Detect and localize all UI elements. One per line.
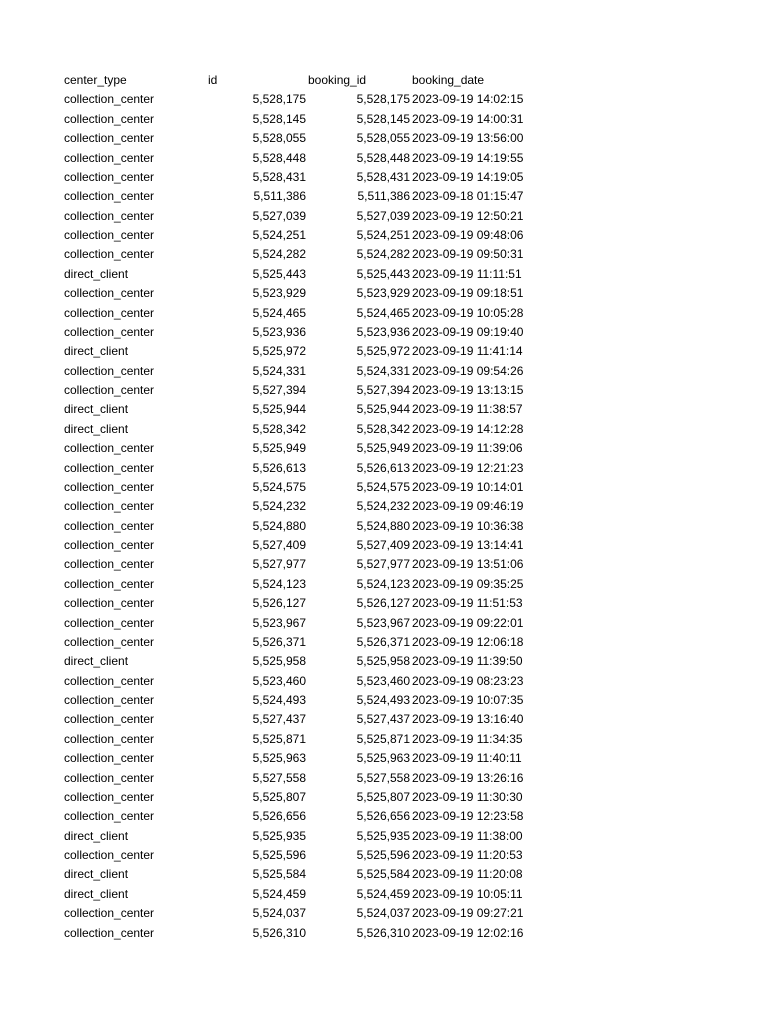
center-type-cell[interactable]: collection_center — [64, 92, 155, 107]
booking-id-cell[interactable]: 5,524,123 — [356, 576, 410, 591]
id-cell[interactable]: 5,524,251 — [252, 228, 306, 242]
center-type-cell[interactable]: collection_center — [64, 169, 155, 184]
center-type-cell[interactable]: direct_client — [64, 421, 129, 436]
booking-date-cell[interactable]: 2023-09-19 13:14:41 — [412, 538, 524, 552]
booking-id-cell[interactable]: 5,526,656 — [356, 809, 410, 824]
booking-id-cell[interactable]: 5,524,493 — [356, 693, 410, 707]
booking-id-cell[interactable]: 5,525,944 — [356, 402, 410, 417]
center-type-cell[interactable]: collection_center — [64, 441, 155, 456]
id-cell[interactable]: 5,527,409 — [252, 538, 306, 552]
booking-date-cell[interactable]: 2023-09-19 11:34:35 — [412, 731, 523, 746]
booking-date-cell[interactable]: 2023-09-19 14:12:28 — [412, 421, 524, 436]
id-cell[interactable]: 5,524,037 — [252, 906, 306, 921]
center-type-cell[interactable]: collection_center — [64, 751, 155, 766]
booking-date-cell[interactable]: 2023-09-19 14:19:05 — [412, 169, 524, 184]
booking-date-cell[interactable]: 2023-09-19 14:19:55 — [412, 150, 524, 165]
booking-date-cell[interactable]: 2023-09-19 10:05:11 — [412, 886, 523, 901]
id-cell[interactable]: 5,528,342 — [252, 421, 306, 436]
center-type-cell[interactable]: collection_center — [64, 770, 155, 785]
id-cell[interactable]: 5,526,656 — [252, 809, 306, 824]
booking-date-cell[interactable]: 2023-09-19 14:02:15 — [412, 92, 524, 107]
center-type-cell[interactable]: direct_client — [64, 266, 129, 281]
booking-date-cell[interactable]: 2023-09-19 12:50:21 — [412, 208, 524, 223]
booking-id-cell[interactable]: 5,524,251 — [356, 228, 410, 242]
booking-date-cell[interactable]: 2023-09-19 09:22:01 — [412, 615, 524, 630]
id-cell[interactable]: 5,527,977 — [252, 557, 306, 572]
booking-date-cell[interactable]: 2023-09-19 09:48:06 — [412, 228, 524, 242]
center-type-cell[interactable]: collection_center — [64, 538, 155, 552]
booking-id-cell[interactable]: 5,527,039 — [356, 208, 410, 223]
booking-id-cell[interactable]: 5,526,613 — [356, 460, 410, 475]
booking-date-cell[interactable]: 2023-09-19 09:27:21 — [412, 906, 524, 921]
id-cell[interactable]: 5,525,949 — [252, 441, 306, 456]
header-booking-date[interactable]: booking_date — [412, 73, 485, 87]
booking-id-cell[interactable]: 5,528,448 — [356, 150, 410, 165]
booking-id-cell[interactable]: 5,525,443 — [356, 266, 410, 281]
id-cell[interactable]: 5,526,127 — [252, 596, 306, 611]
id-cell[interactable]: 5,525,958 — [252, 654, 306, 669]
center-type-cell[interactable]: collection_center — [64, 189, 155, 204]
booking-id-cell[interactable]: 5,523,936 — [356, 324, 410, 339]
center-type-cell[interactable]: collection_center — [64, 906, 155, 921]
id-cell[interactable]: 5,523,967 — [252, 615, 306, 630]
center-type-cell[interactable]: collection_center — [64, 557, 155, 572]
booking-date-cell[interactable]: 2023-09-19 10:36:38 — [412, 518, 524, 533]
id-cell[interactable]: 5,526,310 — [252, 925, 306, 940]
booking-id-cell[interactable]: 5,523,929 — [356, 286, 410, 301]
center-type-cell[interactable]: collection_center — [64, 576, 155, 591]
booking-id-cell[interactable]: 5,527,977 — [356, 557, 410, 572]
booking-date-cell[interactable]: 2023-09-19 11:38:00 — [412, 828, 523, 843]
id-cell[interactable]: 5,524,232 — [252, 499, 306, 514]
center-type-cell[interactable]: collection_center — [64, 596, 155, 611]
booking-date-cell[interactable]: 2023-09-19 13:13:15 — [412, 383, 524, 397]
booking-date-cell[interactable]: 2023-09-19 11:40:11 — [412, 751, 522, 766]
header-id[interactable]: id — [208, 73, 218, 87]
booking-id-cell[interactable]: 5,528,055 — [356, 131, 410, 146]
booking-id-cell[interactable]: 5,528,145 — [356, 111, 410, 126]
id-cell[interactable]: 5,527,437 — [252, 712, 306, 727]
id-cell[interactable]: 5,528,448 — [252, 150, 306, 165]
id-cell[interactable]: 5,524,282 — [252, 247, 306, 262]
booking-id-cell[interactable]: 5,524,459 — [356, 886, 410, 901]
id-cell[interactable]: 5,527,039 — [252, 208, 306, 223]
id-cell[interactable]: 5,525,596 — [252, 848, 306, 862]
id-cell[interactable]: 5,511,386 — [253, 189, 306, 204]
booking-id-cell[interactable]: 5,525,949 — [356, 441, 410, 456]
booking-date-cell[interactable]: 2023-09-19 11:20:53 — [412, 848, 523, 862]
id-cell[interactable]: 5,525,935 — [252, 828, 306, 843]
id-cell[interactable]: 5,527,394 — [252, 383, 306, 397]
center-type-cell[interactable]: collection_center — [64, 305, 155, 320]
id-cell[interactable]: 5,524,575 — [252, 479, 306, 494]
id-cell[interactable]: 5,524,465 — [252, 305, 306, 320]
booking-id-cell[interactable]: 5,524,331 — [356, 363, 410, 378]
id-cell[interactable]: 5,525,944 — [252, 402, 306, 417]
booking-id-cell[interactable]: 5,525,584 — [356, 867, 410, 882]
center-type-cell[interactable]: direct_client — [64, 402, 129, 417]
id-cell[interactable]: 5,525,807 — [252, 789, 306, 804]
booking-date-cell[interactable]: 2023-09-19 08:23:23 — [412, 673, 524, 688]
center-type-cell[interactable]: collection_center — [64, 673, 155, 688]
booking-id-cell[interactable]: 5,524,232 — [356, 499, 410, 514]
booking-date-cell[interactable]: 2023-09-19 11:20:08 — [412, 867, 523, 882]
booking-id-cell[interactable]: 5,528,342 — [356, 421, 410, 436]
booking-date-cell[interactable]: 2023-09-19 11:39:06 — [412, 441, 523, 456]
booking-date-cell[interactable]: 2023-09-19 09:50:31 — [412, 247, 524, 262]
booking-id-cell[interactable]: 5,524,465 — [356, 305, 410, 320]
booking-date-cell[interactable]: 2023-09-18 01:15:47 — [412, 189, 524, 204]
booking-id-cell[interactable]: 5,528,431 — [356, 169, 410, 184]
booking-id-cell[interactable]: 5,511,386 — [357, 189, 410, 204]
booking-date-cell[interactable]: 2023-09-19 09:35:25 — [412, 576, 524, 591]
center-type-cell[interactable]: collection_center — [64, 479, 155, 494]
booking-id-cell[interactable]: 5,527,437 — [356, 712, 410, 727]
booking-id-cell[interactable]: 5,523,967 — [356, 615, 410, 630]
center-type-cell[interactable]: collection_center — [64, 131, 155, 146]
booking-id-cell[interactable]: 5,527,409 — [356, 538, 410, 552]
booking-date-cell[interactable]: 2023-09-19 12:23:58 — [412, 809, 524, 824]
booking-id-cell[interactable]: 5,526,371 — [356, 634, 410, 649]
booking-id-cell[interactable]: 5,523,460 — [356, 673, 410, 688]
booking-id-cell[interactable]: 5,525,935 — [356, 828, 410, 843]
booking-date-cell[interactable]: 2023-09-19 09:19:40 — [412, 324, 524, 339]
booking-date-cell[interactable]: 2023-09-19 11:51:53 — [412, 596, 523, 611]
center-type-cell[interactable]: collection_center — [64, 111, 155, 126]
center-type-cell[interactable]: collection_center — [64, 615, 155, 630]
center-type-cell[interactable]: collection_center — [64, 499, 155, 514]
id-cell[interactable]: 5,526,371 — [252, 634, 306, 649]
center-type-cell[interactable]: collection_center — [64, 809, 155, 824]
booking-date-cell[interactable]: 2023-09-19 10:05:28 — [412, 305, 524, 320]
center-type-cell[interactable]: collection_center — [64, 286, 155, 301]
booking-id-cell[interactable]: 5,525,963 — [356, 751, 410, 766]
center-type-cell[interactable]: collection_center — [64, 324, 155, 339]
center-type-cell[interactable]: collection_center — [64, 848, 155, 862]
id-cell[interactable]: 5,523,460 — [252, 673, 306, 688]
center-type-cell[interactable]: collection_center — [64, 208, 155, 223]
id-cell[interactable]: 5,524,493 — [252, 693, 306, 707]
center-type-cell[interactable]: collection_center — [64, 693, 155, 707]
center-type-cell[interactable]: collection_center — [64, 731, 155, 746]
center-type-cell[interactable]: collection_center — [64, 228, 155, 242]
booking-id-cell[interactable]: 5,525,972 — [356, 344, 410, 359]
booking-id-cell[interactable]: 5,525,871 — [356, 731, 410, 746]
center-type-cell[interactable]: collection_center — [64, 518, 155, 533]
center-type-cell[interactable]: direct_client — [64, 867, 129, 882]
booking-id-cell[interactable]: 5,524,037 — [356, 906, 410, 921]
id-cell[interactable]: 5,525,871 — [252, 731, 306, 746]
center-type-cell[interactable]: collection_center — [64, 383, 155, 397]
id-cell[interactable]: 5,528,055 — [252, 131, 306, 146]
id-cell[interactable]: 5,525,443 — [252, 266, 306, 281]
header-center-type[interactable]: center_type — [64, 73, 127, 87]
booking-date-cell[interactable]: 2023-09-19 12:06:18 — [412, 634, 524, 649]
center-type-cell[interactable]: collection_center — [64, 789, 155, 804]
booking-date-cell[interactable]: 2023-09-19 11:39:50 — [412, 654, 523, 669]
id-cell[interactable]: 5,528,145 — [252, 111, 306, 126]
id-cell[interactable]: 5,523,929 — [252, 286, 306, 301]
id-cell[interactable]: 5,528,175 — [252, 92, 306, 107]
center-type-cell[interactable]: collection_center — [64, 150, 155, 165]
booking-id-cell[interactable]: 5,524,880 — [356, 518, 410, 533]
center-type-cell[interactable]: direct_client — [64, 654, 129, 669]
id-cell[interactable]: 5,524,331 — [252, 363, 306, 378]
center-type-cell[interactable]: collection_center — [64, 363, 155, 378]
id-cell[interactable]: 5,523,936 — [252, 324, 306, 339]
booking-date-cell[interactable]: 2023-09-19 11:38:57 — [412, 402, 523, 417]
booking-date-cell[interactable]: 2023-09-19 09:46:19 — [412, 499, 524, 514]
booking-date-cell[interactable]: 2023-09-19 10:14:01 — [412, 479, 524, 494]
id-cell[interactable]: 5,524,123 — [252, 576, 306, 591]
booking-date-cell[interactable]: 2023-09-19 11:30:30 — [412, 789, 523, 804]
id-cell[interactable]: 5,528,431 — [252, 169, 306, 184]
booking-id-cell[interactable]: 5,526,127 — [356, 596, 410, 611]
booking-date-cell[interactable]: 2023-09-19 13:16:40 — [412, 712, 524, 727]
booking-date-cell[interactable]: 2023-09-19 09:18:51 — [412, 286, 524, 301]
booking-id-cell[interactable]: 5,524,282 — [356, 247, 410, 262]
booking-date-cell[interactable]: 2023-09-19 09:54:26 — [412, 363, 524, 378]
booking-date-cell[interactable]: 2023-09-19 10:07:35 — [412, 693, 524, 707]
booking-date-cell[interactable]: 2023-09-19 11:11:51 — [412, 266, 522, 281]
booking-id-cell[interactable]: 5,526,310 — [356, 925, 410, 940]
booking-date-cell[interactable]: 2023-09-19 12:02:16 — [412, 925, 524, 940]
booking-date-cell[interactable]: 2023-09-19 12:21:23 — [412, 460, 524, 475]
id-cell[interactable]: 5,524,880 — [252, 518, 306, 533]
center-type-cell[interactable]: direct_client — [64, 886, 129, 901]
id-cell[interactable]: 5,525,972 — [252, 344, 306, 359]
center-type-cell[interactable]: collection_center — [64, 460, 155, 475]
center-type-cell[interactable]: direct_client — [64, 828, 129, 843]
booking-id-cell[interactable]: 5,527,394 — [356, 383, 410, 397]
center-type-cell[interactable]: collection_center — [64, 712, 155, 727]
id-cell[interactable]: 5,525,963 — [252, 751, 306, 766]
booking-date-cell[interactable]: 2023-09-19 13:56:00 — [412, 131, 524, 146]
booking-date-cell[interactable]: 2023-09-19 14:00:31 — [412, 111, 524, 126]
id-cell[interactable]: 5,527,558 — [252, 770, 306, 785]
booking-id-cell[interactable]: 5,527,558 — [356, 770, 410, 785]
center-type-cell[interactable]: collection_center — [64, 925, 155, 940]
booking-id-cell[interactable]: 5,525,958 — [356, 654, 410, 669]
header-booking-id[interactable]: booking_id — [308, 73, 367, 87]
booking-id-cell[interactable]: 5,525,596 — [356, 848, 410, 862]
booking-date-cell[interactable]: 2023-09-19 13:26:16 — [412, 770, 524, 785]
booking-id-cell[interactable]: 5,528,175 — [356, 92, 410, 107]
booking-id-cell[interactable]: 5,525,807 — [356, 789, 410, 804]
booking-date-cell[interactable]: 2023-09-19 13:51:06 — [412, 557, 524, 572]
id-cell[interactable]: 5,524,459 — [252, 886, 306, 901]
booking-date-cell[interactable]: 2023-09-19 11:41:14 — [412, 344, 523, 359]
id-cell[interactable]: 5,526,613 — [252, 460, 306, 475]
center-type-cell[interactable]: collection_center — [64, 634, 155, 649]
center-type-cell[interactable]: direct_client — [64, 344, 129, 359]
id-cell[interactable]: 5,525,584 — [252, 867, 306, 882]
booking-id-cell[interactable]: 5,524,575 — [356, 479, 410, 494]
center-type-cell[interactable]: collection_center — [64, 247, 155, 262]
